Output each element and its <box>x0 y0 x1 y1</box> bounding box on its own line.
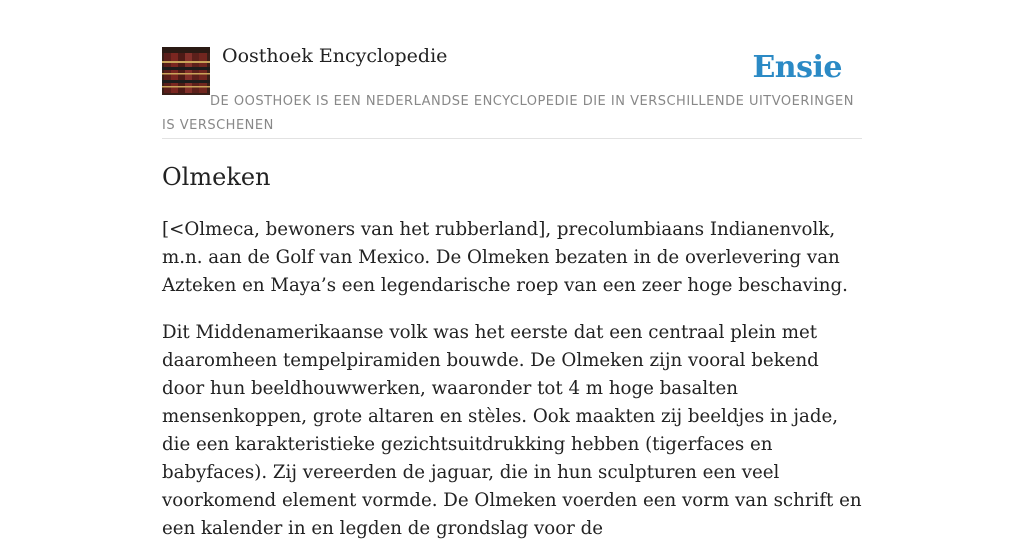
ensie-logo[interactable]: Ensie <box>752 50 842 85</box>
entry-title: Olmeken <box>162 163 271 191</box>
source-title[interactable]: Oosthoek Encyclopedie <box>222 45 448 67</box>
article-page <box>162 0 862 539</box>
entry-paragraph-1: [<Olmeca, bewoners van het rubberland], precolumbiaans Indianenvolk, m.n. aan de Golf van Mexico. De Olmeken bezaten in de overlevering van Azteken en Maya’s een legendarische roep van een zeer hoge beschaving. <box>162 219 848 296</box>
source-description: DE OOSTHOEK IS EEN NEDERLANDSE ENCYCLOPEDIE DIE IN VERSCHILLENDE UITVOERINGEN IS VERSCHENEN <box>162 94 854 133</box>
entry-paragraph-2: Dit Middenamerikaanse volk was het eerste dat een centraal plein met daaromheen tempelpiramiden bouwde. De Olmeken zijn vooral bekend door hun beeldhouwwerken, waaronder tot 4 m hoge basalten mensenkoppen, grote altaren en stèles. Ook maakten zij beeldjes in jade, die een karakteristieke gezichtsuitdrukking hebben (tigerfaces en babyfaces). Zij vereerden de jaguar, die in hun sculpturen een veel voorkomend element vormde. De Olmeken voerden een vorm van schrift en een kalender in en legden de grondslag voor de <box>162 322 862 539</box>
encyclopedia-books-icon[interactable] <box>162 47 210 95</box>
source-header <box>162 0 862 139</box>
